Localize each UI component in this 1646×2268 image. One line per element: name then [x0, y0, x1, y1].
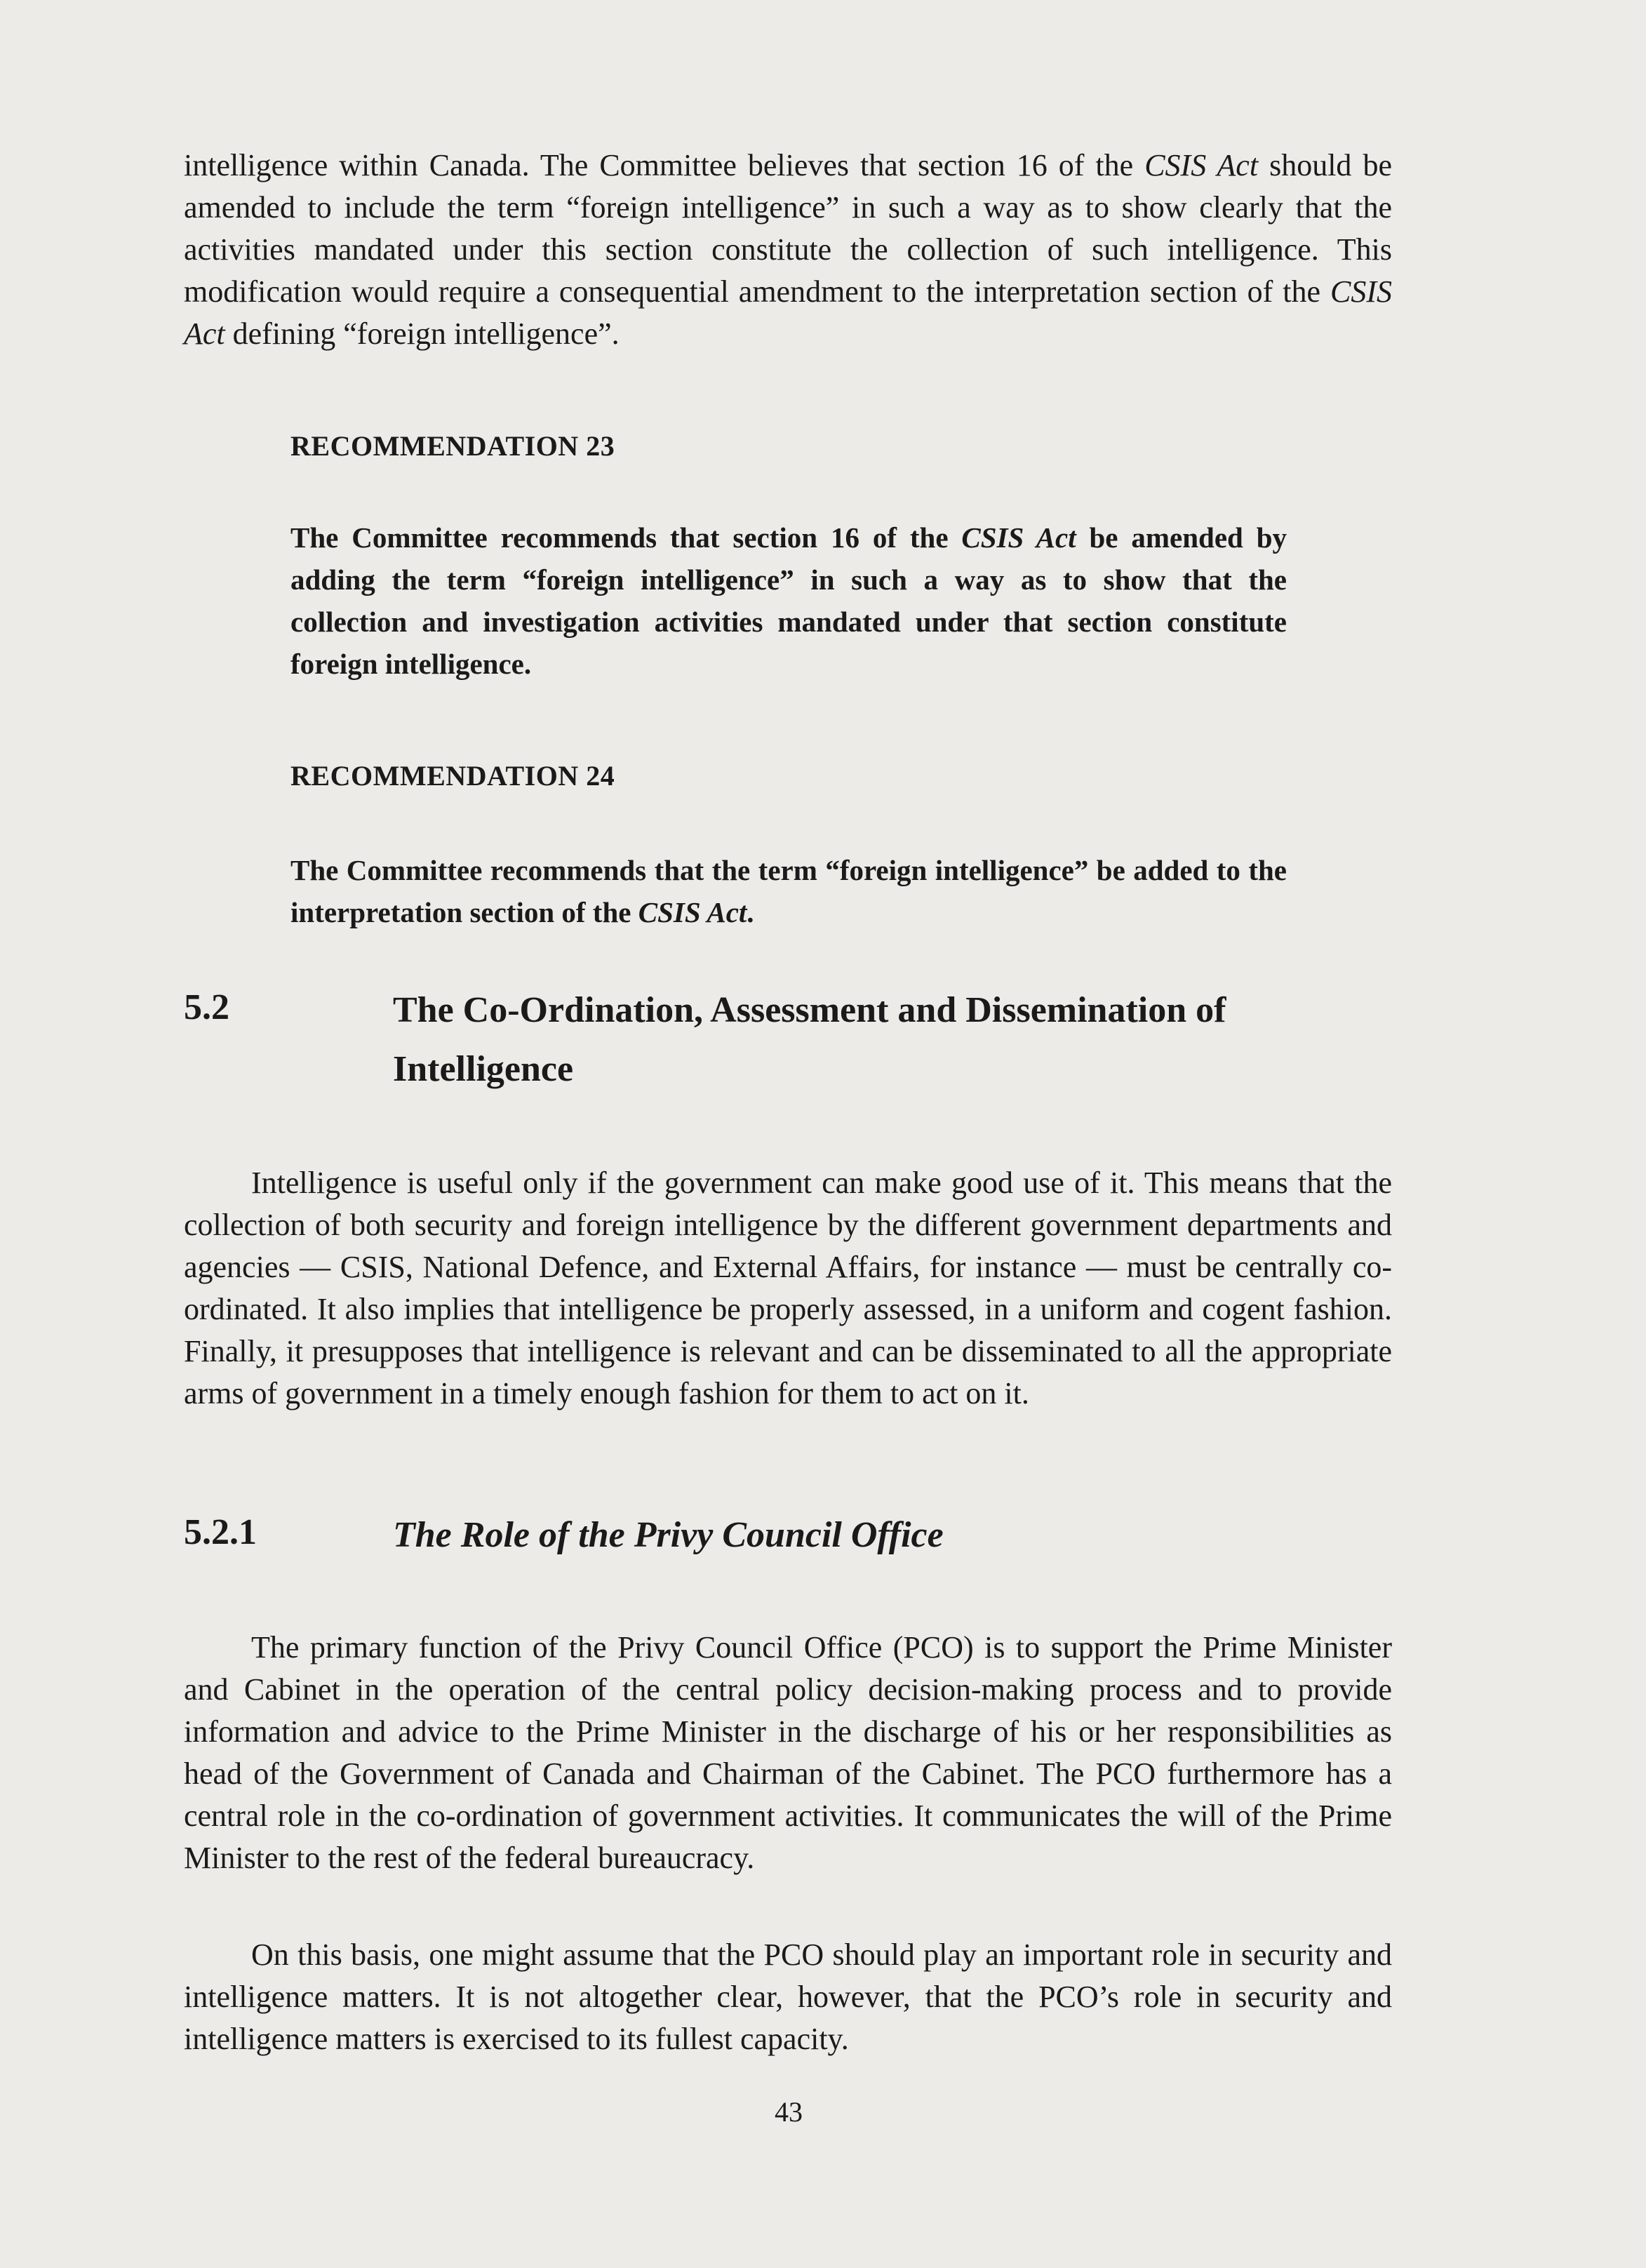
act-title: CSIS Act — [184, 274, 1392, 351]
act-title: CSIS Act — [1144, 148, 1259, 182]
paragraph-text: The primary function of the Privy Council Office (PCO) is to support the Prime Minister and Cabinet in the operation of the central policy decision-making process and to provide information and advice to the Prime Minister in the discharge of his or her responsibilities as head of the Government of Canada and Chairman of the Cabinet. The PCO furthermore has a central role in the co-ordination of government activities. It communicates the will of the Prime Minister to the rest of the federal bureaucracy. — [184, 1630, 1392, 1875]
rec23-text-2: be amended by adding the term “foreign intelligence” in such a way as to show that the collection and investigation activities mandated under that section constitute foreign intelligence. — [290, 521, 1287, 680]
page-number: 43 — [775, 2096, 803, 2128]
section-number: 5.2 — [184, 987, 229, 1027]
rec24-text-2: . — [747, 896, 754, 928]
recommendation-24-body — [290, 849, 1287, 933]
subsection-title: The Role of the Privy Council Office — [393, 1515, 944, 1555]
paragraph-text: Intelligence is useful only if the government can make good use of it. This means that the collection of both security and foreign intelligence by the different government departments and agencies — CSIS, National Defence, and External Affairs, for instance — must be centrally co-ordinated. It also implies that intelligence be properly assessed, in a uniform and cogent fashion. Finally, it presupposes that intelligence is relevant and can be disseminated to all the appropriate arms of government in a timely enough fashion for them to act on it. — [184, 1166, 1392, 1410]
intro-text-1: intelligence within Canada. The Committee believes that section 16 of the — [184, 148, 1145, 182]
section-5-2-paragraph — [184, 1162, 1392, 1415]
recommendation-23-heading: RECOMMENDATION 23 — [290, 430, 615, 462]
intro-paragraph — [184, 145, 1392, 355]
section-title: The Co-Ordination, Assessment and Dissemination of Intelligence — [393, 990, 1226, 1089]
section-5-2-1-paragraph-2 — [184, 1934, 1392, 2060]
section-5-2-1-paragraph-1 — [184, 1627, 1392, 1879]
rec23-text-1: The Committee recommends that section 16 of the — [290, 521, 962, 554]
act-title: CSIS Act — [638, 896, 747, 928]
subsection-number: 5.2.1 — [184, 1512, 257, 1552]
act-title: CSIS Act — [961, 521, 1076, 554]
intro-text-3: defining “foreign intelligence”. — [225, 316, 620, 351]
recommendation-24-heading: RECOMMENDATION 24 — [290, 760, 615, 792]
recommendation-23-body — [290, 516, 1287, 685]
intro-text-2: should be amended to include the term “foreign intelligence” in such a way as to show clearly that the activities mandated under this section constitute the collection of such intelligence. This modification would require a consequential amendment to the interpretation section of the — [184, 148, 1392, 309]
paragraph-text: On this basis, one might assume that the PCO should play an important role in security and intelligence matters. It is not altogether clear, however, that the PCO’s role in security and intelligence matters is exercised to its fullest capacity. — [184, 1937, 1392, 2056]
rec24-text-1: The Committee recommends that the term “foreign intelligence” be added to the interpretation section of the — [290, 854, 1287, 928]
